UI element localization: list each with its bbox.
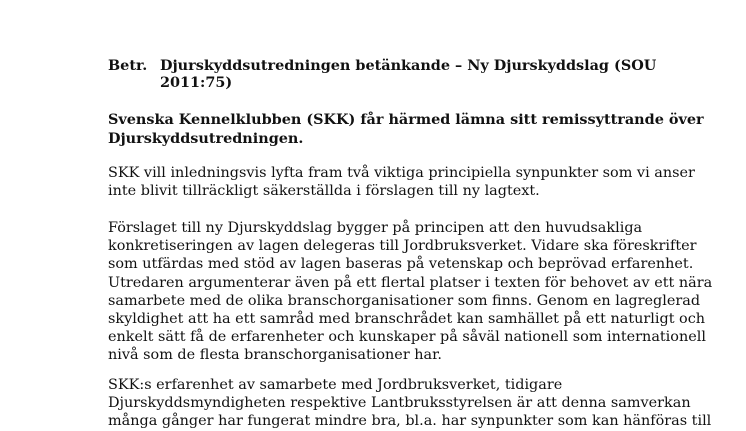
subject-title-line: Djurskyddsutredningen betänkande – Ny Djurskyddslag (SOU <box>160 57 657 74</box>
paragraph-3 <box>108 376 712 431</box>
paragraph-line: som utfärdas med stöd av lagen baseras på vetenskap och beprövad erfarenhet. <box>108 256 694 273</box>
intro-line: Svenska Kennelklubben (SKK) får härmed lämna sitt remissyttrande över <box>108 111 704 128</box>
intro-line: Djurskyddsutredningen. <box>108 129 304 147</box>
paragraph-line: konkretiseringen av lagen delegeras till Jordbruksverket. Vidare ska föreskrifter <box>108 238 697 255</box>
paragraph-line: inte blivit tillräckligt säkerställda i förslagen till ny lagtext. <box>108 183 540 200</box>
intro-statement <box>108 111 704 148</box>
paragraph-line: Utredaren argumenterar även på ett flertal platser i texten för behovet av ett nära <box>108 274 713 291</box>
paragraph-line: nivå som de flesta branschorganisationer har. <box>108 347 442 364</box>
paragraph-1 <box>108 164 695 200</box>
paragraph-line: samarbete med de olika branschorganisationer som finns. Genom en lagreglerad <box>108 292 701 309</box>
subject-title <box>160 57 657 91</box>
paragraph-line: SKK vill inledningsvis lyfta fram två viktiga principiella synpunkter som vi anser <box>108 165 695 181</box>
subject-label: Betr. <box>108 57 148 74</box>
paragraph-line: skyldighet att ha ett samråd med branschrådet kan samhället på ett naturligt och <box>108 311 706 328</box>
paragraph-line: Djurskyddsmyndigheten respektive Lantbruksstyrelsen är att denna samverkan <box>108 395 691 412</box>
subject-title-line: 2011:75) <box>160 73 233 91</box>
paragraph-line: Förslaget till ny Djurskyddslag bygger på principen att den huvudsakliga <box>108 220 643 236</box>
paragraph-line: många gånger har fungerat mindre bra, bl.a. har synpunkter som kan hänföras till <box>108 413 712 430</box>
paragraph-line: SKK:s erfarenhet av samarbete med Jordbruksverket, tidigare <box>108 377 563 393</box>
paragraph-line: enkelt sätt få de erfarenheter och kunskaper på såväl nationell som internationell <box>108 329 706 346</box>
paragraph-2 <box>108 219 713 365</box>
